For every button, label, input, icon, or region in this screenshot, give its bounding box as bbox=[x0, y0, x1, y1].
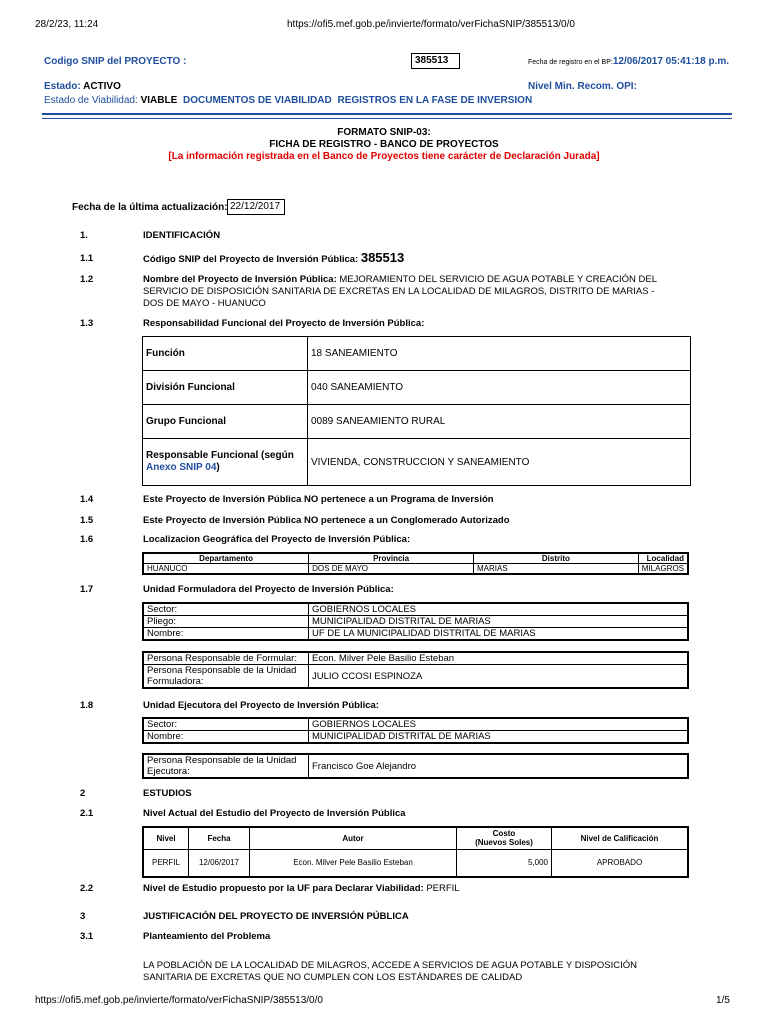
section-3-title: JUSTIFICACIÓN DEL PROYECTO DE INVERSIÓN PÚBLICA bbox=[143, 911, 409, 922]
print-url: https://ofi5.mef.gob.pe/invierte/formato/verFichaSNIP/385513/0/0 bbox=[287, 19, 575, 30]
table-row bbox=[143, 371, 691, 405]
table-row bbox=[143, 849, 688, 877]
localizacion-label: Localizacion Geográfica del Proyecto de Inversión Pública: bbox=[143, 534, 411, 545]
costo-header-label: Costo bbox=[492, 829, 516, 839]
division-value: 040 SANEAMIENTO bbox=[308, 371, 691, 405]
declaracion-jurada-note: [La información registrada en el Banco de Proyectos tiene carácter de Declaración Jurada] bbox=[168, 151, 600, 162]
fecha-registro-label: Fecha de registro en el BP: bbox=[528, 59, 613, 66]
estado-label: Estado: bbox=[44, 81, 81, 92]
table-row bbox=[143, 564, 688, 575]
uf-sector-value: GOBIERNOS LOCALES bbox=[309, 603, 689, 616]
ultima-actualizacion-label: Fecha de la última actualización: bbox=[72, 202, 228, 213]
funcion-value: 18 SANEAMIENTO bbox=[308, 337, 691, 371]
table-row bbox=[143, 337, 691, 371]
codigo-proyecto-value: 385513 bbox=[360, 250, 405, 265]
localizacion-table bbox=[142, 552, 689, 575]
item-1-4-number: 1.4 bbox=[80, 494, 94, 505]
provincia-value: DOS DE MAYO bbox=[309, 564, 474, 575]
item-2-2-number: 2.2 bbox=[80, 883, 94, 894]
ue-responsable-value: Francisco Goe Alejandro bbox=[309, 754, 689, 778]
funcion-label: Función bbox=[143, 337, 308, 371]
codigo-value: 385513 bbox=[411, 53, 460, 69]
item-2-1-number: 2.1 bbox=[80, 808, 94, 819]
form-subtitle: FICHA DE REGISTRO - BANCO DE PROYECTOS bbox=[269, 139, 499, 150]
table-row bbox=[143, 731, 688, 744]
section-1-title: IDENTIFICACIÓN bbox=[143, 230, 221, 241]
division-label: División Funcional bbox=[143, 371, 308, 405]
table-row bbox=[143, 439, 691, 486]
item-1-2 bbox=[143, 274, 703, 310]
uf-responsable-label-1: Persona Responsable de la Unidad bbox=[147, 665, 297, 676]
calificacion-cell: APROBADO bbox=[552, 849, 689, 877]
table-header-row bbox=[143, 553, 688, 564]
ue-sector-value: GOBIERNOS LOCALES bbox=[309, 718, 689, 731]
grupo-value: 0089 SANEAMIENTO RURAL bbox=[308, 405, 691, 439]
ue-responsable-label-2: Ejecutora: bbox=[147, 766, 190, 777]
responsable-label: Responsable Funcional (según bbox=[146, 450, 294, 461]
uf-responsable-value: JULIO CCOSI ESPINOZA bbox=[309, 665, 689, 689]
table-row bbox=[143, 628, 688, 641]
nombre-proyecto-line-3: DOS DE MAYO - HUANUCO bbox=[143, 298, 266, 309]
viabilidad-row bbox=[44, 95, 532, 106]
ue-responsable-table bbox=[142, 753, 689, 779]
fecha-registro-value: 12/06/2017 05:41:18 p.m. bbox=[612, 56, 730, 67]
ue-nombre-label: Nombre: bbox=[143, 731, 309, 744]
footer-url: https://ofi5.mef.gob.pe/invierte/formato/verFichaSNIP/385513/0/0 bbox=[35, 995, 323, 1006]
anexo-snip-04-link[interactable]: Anexo SNIP 04 bbox=[146, 462, 217, 473]
ue-sector-label: Sector: bbox=[143, 718, 309, 731]
unidad-ejecutora-label: Unidad Ejecutora del Proyecto de Inversión Pública: bbox=[143, 700, 379, 711]
responsabilidad-table bbox=[142, 336, 691, 486]
item-1-5-number: 1.5 bbox=[80, 515, 94, 526]
nivel-cell: PERFIL bbox=[143, 849, 189, 877]
costo-header-sub: (Nuevos Soles) bbox=[475, 838, 533, 848]
uf-pliego-label: Pliego: bbox=[143, 616, 309, 628]
distrito-value: MARIAS bbox=[474, 564, 639, 575]
item-1-8-number: 1.8 bbox=[80, 700, 94, 711]
departamento-header: Departamento bbox=[143, 553, 309, 564]
form-title: FORMATO SNIP-03: bbox=[337, 127, 431, 138]
ue-responsable-label-1: Persona Responsable de la Unidad bbox=[147, 755, 297, 766]
table-row bbox=[143, 754, 688, 778]
programa-inversion-note: Este Proyecto de Inversión Pública NO pertenece a un Programa de Inversión bbox=[143, 494, 494, 505]
responsabilidad-label: Responsabilidad Funcional del Proyecto de Inversión Pública: bbox=[143, 318, 425, 329]
costo-cell: 5,000 bbox=[457, 849, 552, 877]
planteamiento-line-1: LA POBLACIÓN DE LA LOCALIDAD DE MILAGROS, ACCEDE A SERVICIOS DE AGUA POTABLE Y DISPOSICIÓN bbox=[143, 960, 637, 971]
fecha-cell: 12/06/2017 bbox=[189, 849, 250, 877]
ultima-actualizacion-value: 22/12/2017 bbox=[227, 199, 285, 215]
uf-responsable-label-2: Formuladora: bbox=[147, 676, 204, 687]
departamento-value: HUANUCO bbox=[143, 564, 309, 575]
autor-cell: Econ. Milver Pele Basilio Esteban bbox=[250, 849, 457, 877]
fecha-header: Fecha bbox=[189, 827, 250, 849]
section-1-number: 1. bbox=[80, 230, 88, 241]
calificacion-header: Nivel de Calificación bbox=[552, 827, 689, 849]
nivel-propuesto-label: Nivel de Estudio propuesto por la UF para Declarar Viabilidad: bbox=[143, 883, 424, 894]
item-2-2 bbox=[143, 883, 460, 894]
planteamiento-line-2: SANITARIA DE EXCRETAS QUE NO CUMPLEN CON LOS ESTÁNDARES DE CALIDAD bbox=[143, 972, 523, 983]
header-rule bbox=[42, 113, 732, 119]
page-number: 1/5 bbox=[716, 995, 730, 1006]
autor-header: Autor bbox=[250, 827, 457, 849]
fecha-registro-row bbox=[528, 56, 729, 67]
uf-pliego-value: MUNICIPALIDAD DISTRITAL DE MARIAS bbox=[309, 616, 689, 628]
item-1-6-number: 1.6 bbox=[80, 534, 94, 545]
nombre-proyecto-label: Nombre del Proyecto de Inversión Pública: bbox=[143, 274, 337, 285]
localidad-value: MILAGROS bbox=[638, 564, 688, 575]
costo-header bbox=[457, 827, 552, 849]
table-header-row bbox=[143, 827, 688, 849]
uf-nombre-label: Nombre: bbox=[143, 628, 309, 641]
localidad-header: Localidad bbox=[638, 553, 688, 564]
uf-persona-value: Econ. Milver Pele Basilio Esteban bbox=[309, 652, 689, 665]
responsable-value: VIVIENDA, CONSTRUCCION Y SANEAMIENTO bbox=[308, 439, 691, 486]
uf-responsable-cell bbox=[143, 665, 309, 689]
planteamiento-text bbox=[143, 960, 637, 984]
conglomerado-note: Este Proyecto de Inversión Pública NO pertenece a un Conglomerado Autorizado bbox=[143, 515, 510, 526]
ue-responsable-cell bbox=[143, 754, 309, 778]
viabilidad-label: Estado de Viabilidad: bbox=[44, 95, 138, 106]
nivel-min-label: Nivel Min. Recom. OPI: bbox=[528, 81, 637, 92]
documentos-viabilidad-link[interactable]: DOCUMENTOS DE VIABILIDAD bbox=[183, 95, 332, 106]
nombre-proyecto-line-1: MEJORAMIENTO DEL SERVICIO DE AGUA POTABLE Y CREACIÓN DEL bbox=[339, 274, 658, 285]
provincia-header: Provincia bbox=[309, 553, 474, 564]
item-1-7-number: 1.7 bbox=[80, 584, 94, 595]
nombre-proyecto-line-2: SERVICIO DE DISPOSICIÓN SANITARIA DE EXCRETAS EN LA LOCALIDAD DE MILAGROS, DISTRITO DE MARIAS - bbox=[143, 286, 655, 297]
uf-nombre-value: UF DE LA MUNICIPALIDAD DISTRITAL DE MARIAS bbox=[309, 628, 689, 641]
viabilidad-value: VIABLE bbox=[140, 95, 178, 106]
table-row bbox=[143, 718, 688, 731]
section-2-title: ESTUDIOS bbox=[143, 788, 192, 799]
table-row bbox=[143, 616, 688, 628]
nivel-actual-label: Nivel Actual del Estudio del Proyecto de Inversión Pública bbox=[143, 808, 406, 819]
section-3-number: 3 bbox=[80, 911, 86, 922]
item-1-1-number: 1.1 bbox=[80, 253, 94, 264]
estado-value: ACTIVO bbox=[83, 81, 121, 92]
unidad-formuladora-table bbox=[142, 602, 689, 641]
table-row bbox=[143, 652, 688, 665]
unidad-ejecutora-table bbox=[142, 717, 689, 744]
registros-fase-inversion-link[interactable]: REGISTROS EN LA FASE DE INVERSION bbox=[337, 95, 533, 106]
table-row bbox=[143, 405, 691, 439]
table-row bbox=[143, 603, 688, 616]
uf-responsables-table bbox=[142, 651, 689, 689]
ue-nombre-value: MUNICIPALIDAD DISTRITAL DE MARIAS bbox=[309, 731, 689, 744]
uf-sector-label: Sector: bbox=[143, 603, 309, 616]
item-1-1 bbox=[143, 250, 404, 265]
codigo-proyecto-label: Código SNIP del Proyecto de Inversión Pública: bbox=[143, 254, 359, 265]
item-1-3-number: 1.3 bbox=[80, 318, 94, 329]
uf-persona-label: Persona Responsable de Formular: bbox=[143, 652, 309, 665]
print-datetime: 28/2/23, 11:24 bbox=[35, 19, 99, 30]
codigo-label: Codigo SNIP del PROYECTO : bbox=[44, 56, 187, 67]
item-1-2-number: 1.2 bbox=[80, 274, 94, 285]
responsable-close: ) bbox=[216, 462, 220, 473]
nivel-propuesto-value: PERFIL bbox=[426, 883, 460, 894]
planteamiento-label: Planteamiento del Problema bbox=[143, 931, 271, 942]
section-2-number: 2 bbox=[80, 788, 86, 799]
unidad-formuladora-label: Unidad Formuladora del Proyecto de Inversión Pública: bbox=[143, 584, 394, 595]
item-3-1-number: 3.1 bbox=[80, 931, 94, 942]
estudios-table bbox=[142, 826, 689, 878]
responsable-funcional-cell bbox=[143, 439, 308, 486]
nivel-header: Nivel bbox=[143, 827, 189, 849]
table-row bbox=[143, 665, 688, 689]
grupo-label: Grupo Funcional bbox=[143, 405, 308, 439]
distrito-header: Distrito bbox=[474, 553, 639, 564]
estado-row bbox=[44, 81, 121, 92]
